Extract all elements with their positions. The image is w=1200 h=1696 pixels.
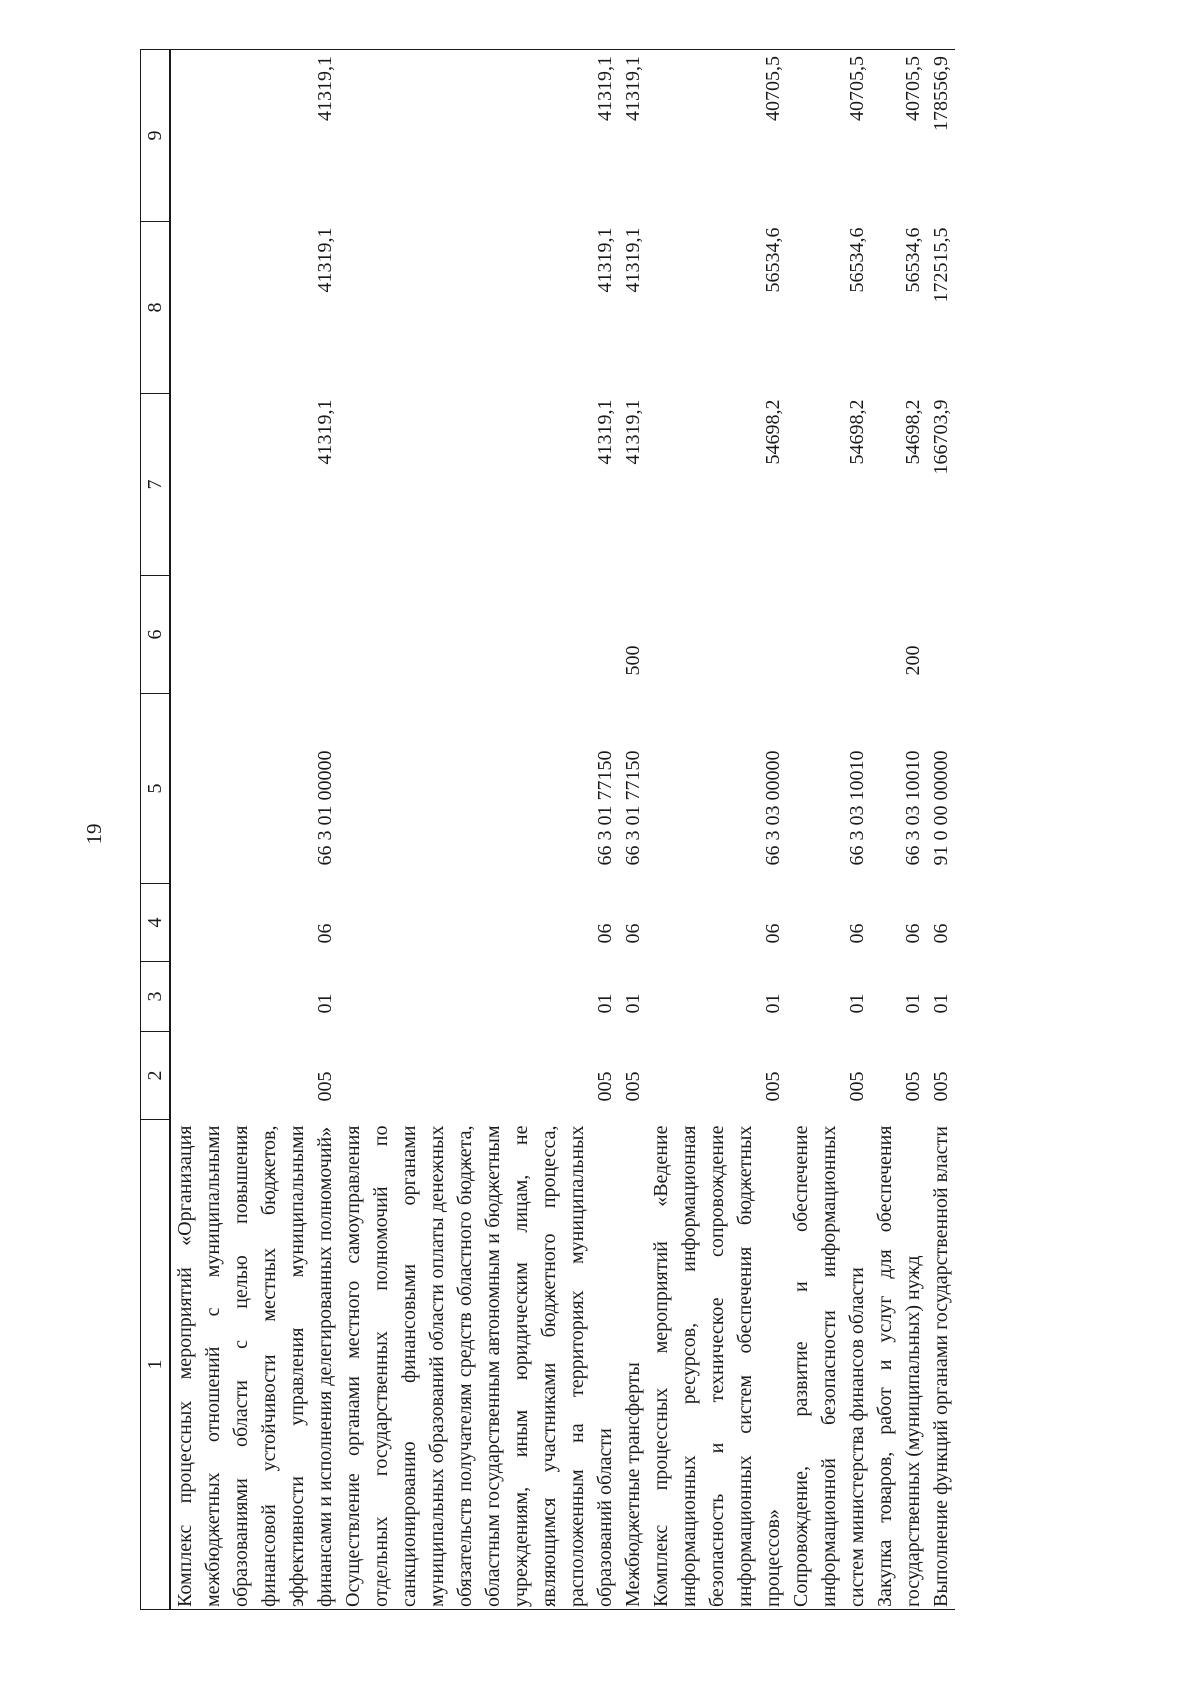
cell-c9: 40705,5: [871, 50, 927, 222]
cell-c6: 500: [622, 645, 644, 676]
cell-c9: 40705,5: [647, 50, 787, 222]
column-header: 2: [141, 1032, 171, 1120]
column-header: 7: [141, 394, 171, 576]
cell-c7: 41319,1: [622, 399, 644, 465]
cell-c4: 06: [594, 923, 616, 944]
cell-c2: 005: [622, 1071, 644, 1102]
cell-c7: 166703,9: [930, 399, 952, 475]
cell-c5: 66 3 03 10010: [902, 750, 924, 866]
cell-c8: 56534,6: [902, 227, 924, 293]
cell-c3: 01: [902, 993, 924, 1014]
rotated-page: [82, 50, 1140, 1610]
cell-c5: 91 0 00 00000: [930, 750, 952, 866]
cell-c5: 66 3 03 10010: [846, 750, 868, 866]
column-header: 5: [141, 694, 171, 884]
cell-c3: 01: [846, 993, 868, 1014]
row-name: Комплекс процессных мероприятий «Ведение информационных ресурсов, информационная безопасность и техническое сопровождение информационных систем обеспечения бюджетных процессов»: [647, 1120, 787, 1610]
cell-c3: 01: [594, 993, 616, 1014]
cell-c9: 41319,1: [339, 50, 619, 222]
cell-c2: 005: [902, 1071, 924, 1102]
cell-c6: 200: [902, 645, 924, 676]
cell-c3: 01: [930, 993, 952, 1014]
cell-c8: 56534,6: [762, 227, 784, 293]
cell-c8: 172515,5: [930, 227, 952, 303]
table-row: [871, 50, 927, 1610]
cell-c6: [787, 576, 871, 694]
cell-c7: 41319,1: [314, 399, 336, 465]
column-header: 9: [141, 50, 171, 222]
cell-c7: 54698,2: [846, 399, 868, 465]
cell-c9: 41319,1: [619, 50, 647, 222]
cell-c4: 06: [314, 923, 336, 944]
cell-c6: [339, 576, 619, 694]
cell-c2: 005: [930, 1071, 952, 1102]
cell-c4: 06: [846, 923, 868, 944]
row-name: Комплекс процессных мероприятий «Организация межбюджетных отношений с муниципальными образованиями области с целью повышения финансовой устойчивости местных бюджетов, эффективности управления муниципальными финансами и исполнения делегированных полномочий»: [170, 1120, 339, 1610]
cell-c2: 005: [762, 1071, 784, 1102]
table-row: [647, 50, 787, 1610]
cell-c6: [170, 576, 339, 694]
cell-c8: 41319,1: [594, 227, 616, 293]
cell-c3: 01: [622, 993, 644, 1014]
cell-c5: 66 3 01 77150: [622, 750, 644, 866]
row-name: Осуществление органами местного самоуправления отдельных государственных полномочий по санкционированию финансовыми органами муниципальных образований области оплаты денежных обязательств получателям средств областного бюджета, областным государственным автономным и бюджетным учреждениям, иным юридическим лицам, не являющимся участниками бюджетного процесса, расположенным на территориях муниципальных образований области: [339, 1120, 619, 1610]
header-row: [141, 50, 171, 1610]
cell-c4: 06: [622, 923, 644, 944]
cell-c4: 06: [930, 923, 952, 944]
cell-c4: 06: [902, 923, 924, 944]
cell-c9: 40705,5: [787, 50, 871, 222]
cell-c3: 01: [314, 993, 336, 1014]
cell-c4: 06: [762, 923, 784, 944]
table-row: [787, 50, 871, 1610]
cell-c7: 54698,2: [902, 399, 924, 465]
table-row: [339, 50, 619, 1610]
cell-c9: 178556,9: [927, 50, 955, 222]
column-header: 4: [141, 884, 171, 962]
cell-c2: 005: [594, 1071, 616, 1102]
column-header: 6: [141, 576, 171, 694]
table-row: [927, 50, 955, 1610]
table-row: [619, 50, 647, 1610]
cell-c6: [927, 576, 955, 694]
cell-c7: 41319,1: [594, 399, 616, 465]
table-row: [170, 50, 339, 1610]
row-name: Межбюджетные трансферты: [619, 1120, 647, 1610]
cell-c3: 01: [762, 993, 784, 1014]
cell-c7: 54698,2: [762, 399, 784, 465]
cell-c9: 41319,1: [170, 50, 339, 222]
cell-c5: 66 3 01 77150: [594, 750, 616, 866]
cell-c2: 005: [314, 1071, 336, 1102]
column-header: 1: [141, 1120, 171, 1610]
cell-c2: 005: [846, 1071, 868, 1102]
cell-c6: [647, 576, 787, 694]
column-header: 3: [141, 962, 171, 1032]
cell-c8: 41319,1: [314, 227, 336, 293]
row-name: Сопровождение, развитие и обеспечение информационной безопасности информационных систем министерства финансов области: [787, 1120, 871, 1610]
budget-table: [140, 49, 955, 1610]
row-name: Выполнение функций органами государственной власти: [927, 1120, 955, 1610]
column-header: 8: [141, 222, 171, 394]
row-name: Закупка товаров, работ и услуг для обеспечения государственных (муниципальных) нужд: [871, 1120, 927, 1610]
cell-c5: 66 3 03 00000: [762, 750, 784, 866]
page-number: 19: [82, 823, 106, 845]
cell-c8: 41319,1: [622, 227, 644, 293]
cell-c8: 56534,6: [846, 227, 868, 293]
cell-c5: 66 3 01 00000: [314, 750, 336, 866]
